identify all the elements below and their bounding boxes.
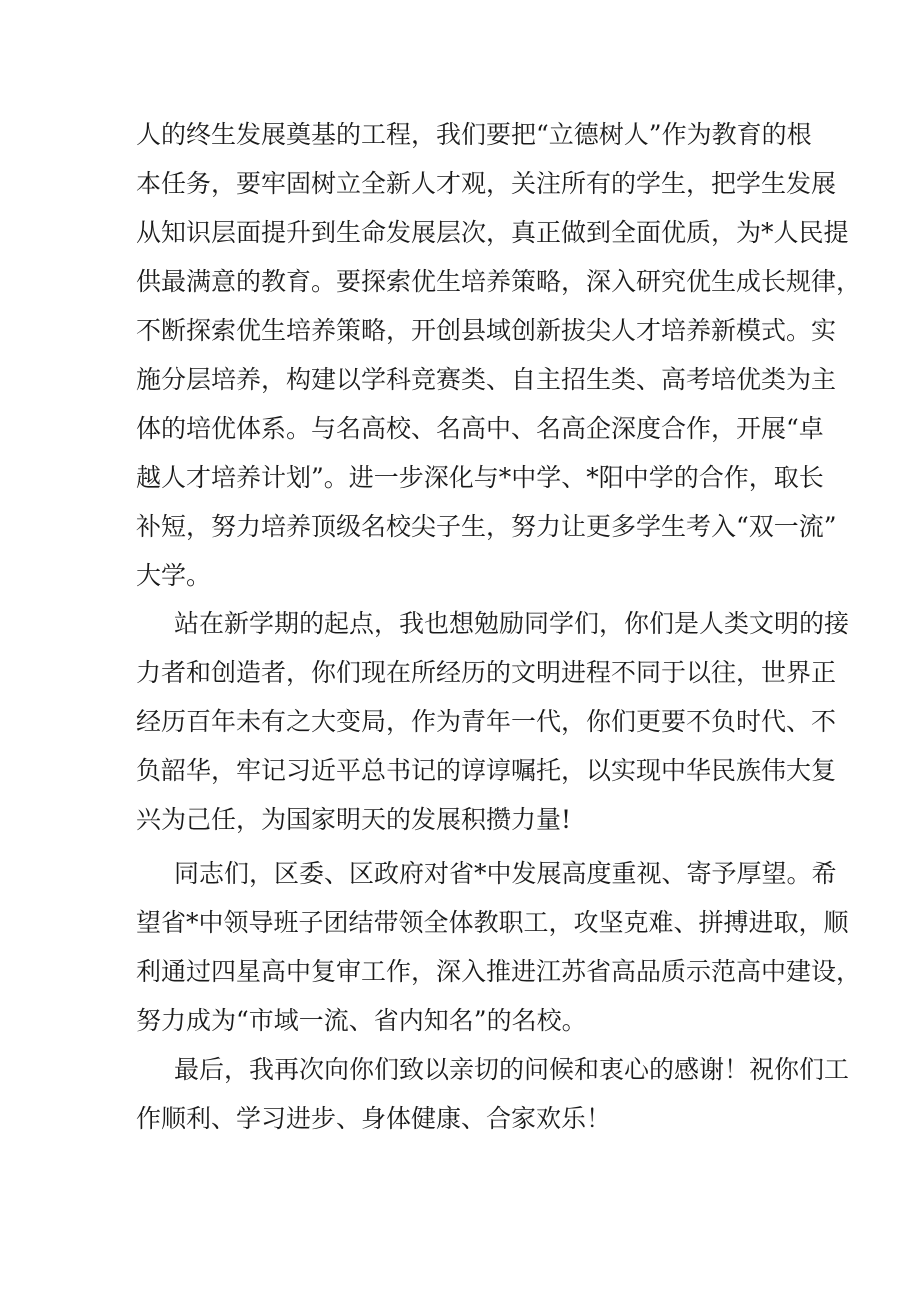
text-line: 从知识层面提升到生命发展层次，真正做到全面优质，为*人民提 xyxy=(136,218,849,247)
paragraph-closing-wishes xyxy=(136,1045,850,1143)
text-line: 同志们，区委、区政府对省*中发展高度重视、寄予厚望。希 xyxy=(174,859,837,888)
text-line: 经历百年未有之大变局，作为青年一代，你们更要不负时代、不 xyxy=(136,707,837,736)
text-line: 力者和创造者，你们现在所经历的文明进程不同于以往，世界正 xyxy=(136,658,837,687)
text-line: 体的培优体系。与名高校、名高中、名高企深度合作，开展“卓 xyxy=(136,414,824,443)
text-line: 利通过四星高中复审工作，深入推进江苏省高品质示范高中建设， xyxy=(136,957,862,986)
text-line: 不断探索优生培养策略，开创县域创新拔尖人才培养新模式。实 xyxy=(136,316,837,345)
text-line: 负韶华，牢记习近平总书记的谆谆嘱托，以实现中华民族伟大复 xyxy=(136,756,837,785)
text-line: 本任务，要牢固树立全新人才观，关注所有的学生，把学生发展 xyxy=(136,169,837,198)
text-line: 望省*中领导班子团结带领全体教职工，攻坚克难、拼搏进取，顺 xyxy=(136,908,849,937)
paragraph-government-expectations xyxy=(136,849,862,1045)
text-line: 大学。 xyxy=(136,561,212,590)
text-line: 兴为己任，为国家明天的发展积攒力量! xyxy=(136,805,572,834)
paragraph-education-goals xyxy=(136,110,862,600)
text-line: 施分层培养，构建以学科竞赛类、自主招生类、高考培优类为主 xyxy=(136,365,837,394)
text-line: 站在新学期的起点，我也想勉励同学们，你们是人类文明的接 xyxy=(174,609,850,638)
text-line: 越人才培养计划”。进一步深化与*中学、*阳中学的合作，取长 xyxy=(136,463,824,492)
text-line: 最后，我再次向你们致以亲切的问候和衷心的感谢！祝你们工 xyxy=(174,1055,850,1084)
text-line: 补短，努力培养顶级名校尖子生，努力让更多学生考入“双一流” xyxy=(136,512,837,541)
text-line: 努力成为“市域一流、省内知名”的名校。 xyxy=(136,1006,587,1035)
text-line: 人的终生发展奠基的工程，我们要把“立德树人”作为教育的根 xyxy=(136,120,812,149)
text-line: 作顺利、学习进步、身体健康、合家欢乐！ xyxy=(136,1104,612,1133)
text-line: 供最满意的教育。要探索优生培养策略，深入研究优生成长规律， xyxy=(136,267,862,296)
paragraph-encourage-students xyxy=(136,599,850,844)
